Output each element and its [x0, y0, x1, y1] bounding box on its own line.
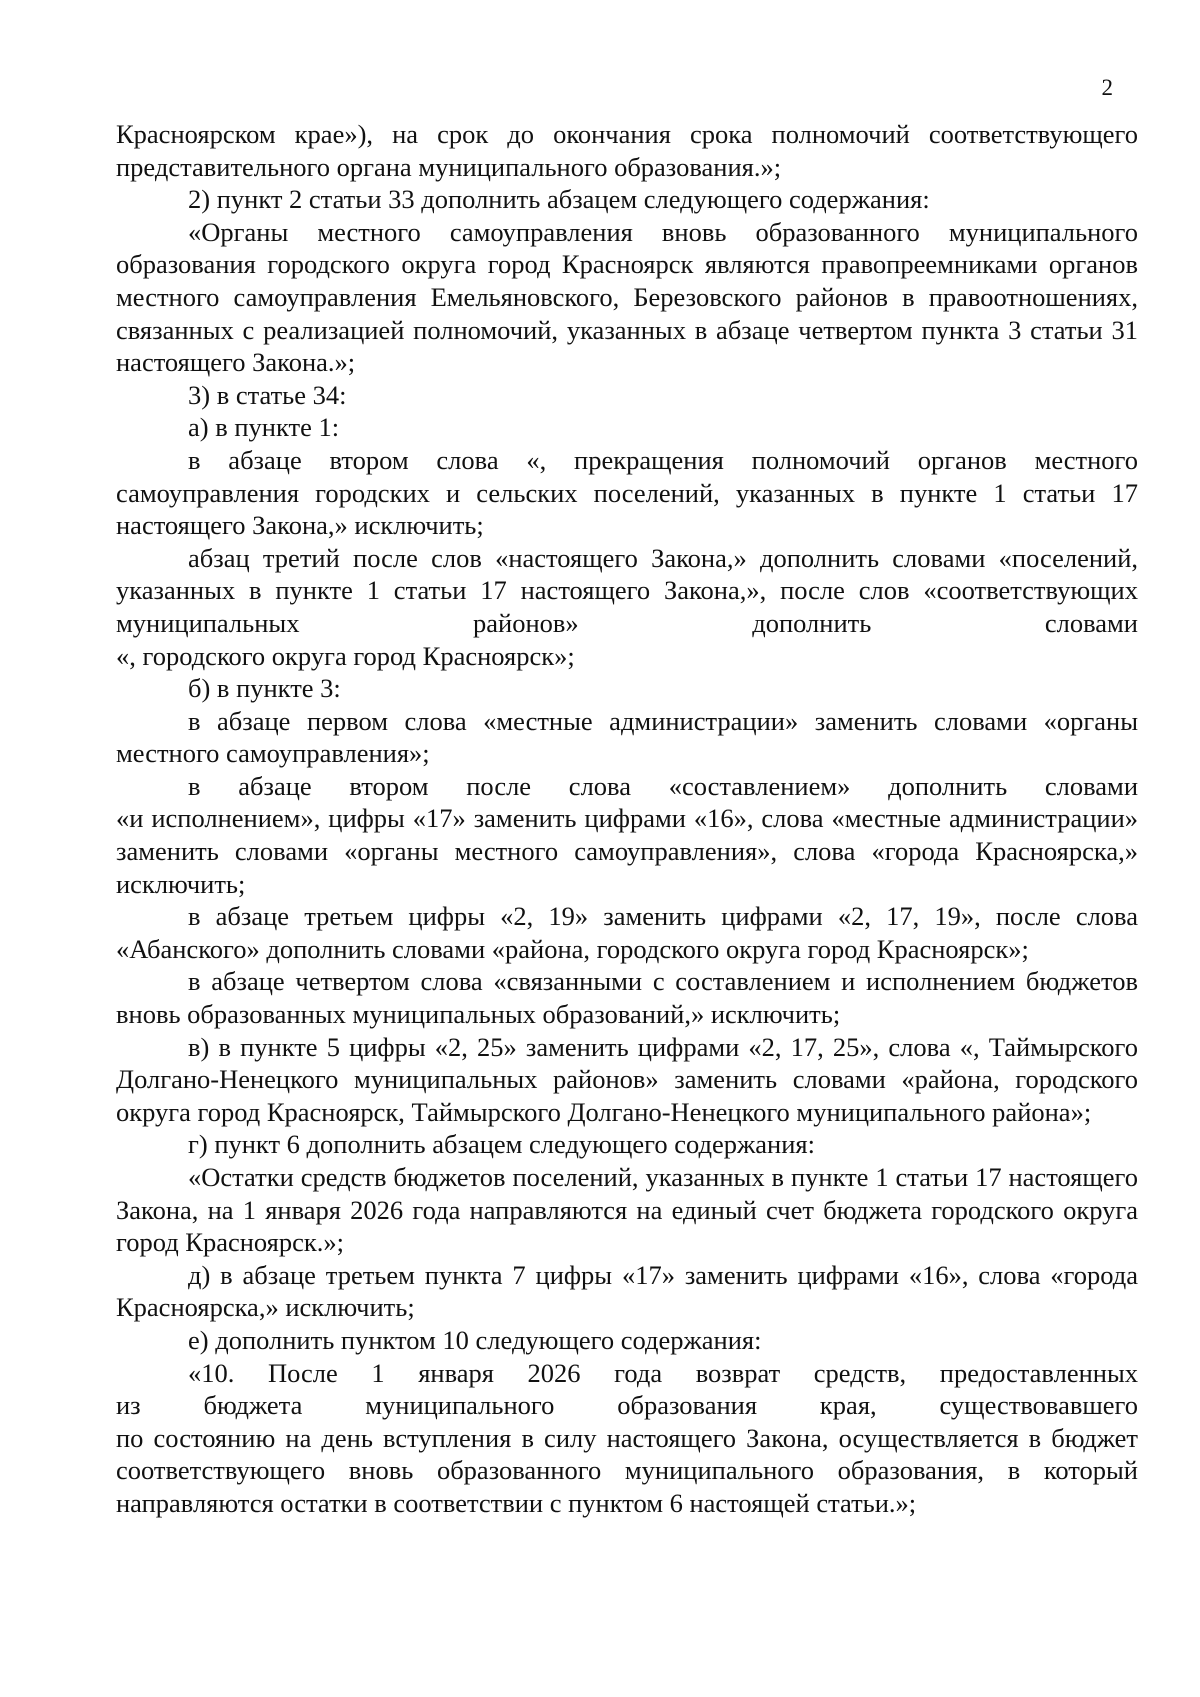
page-number: 2: [1101, 75, 1113, 100]
paragraph: а) в пункте 1:: [188, 412, 340, 443]
paragraph: е) дополнить пунктом 10 следующего содержания:: [188, 1324, 762, 1355]
paragraph: б) в пункте 3:: [188, 673, 341, 704]
paragraph: «Органы местного самоуправления вновь образованного муниципального образования городского округа город Красноярск являются правопреемниками органов местного самоуправления Емельяновского, Березовского районов в правоотношениях, связанных с реализацией полномочий, указанных в абзаце четвертом пункта 3 статьи 31 настоящего Закона.»;: [116, 216, 1138, 378]
paragraph: в абзаце втором слова «, прекращения полномочий органов местного самоуправления городских и сельских поселений, указанных в пункте 1 статьи 17 настоящего Закона,» исключить;: [116, 444, 1138, 541]
document-body: [116, 118, 1138, 1520]
paragraph: в абзаце третьем цифры «2, 19» заменить цифрами «2, 17, 19», после слова «Абанского» дополнить словами «района, городского округа город Красноярск»;: [116, 901, 1138, 964]
paragraph: в абзаце первом слова «местные администрации» заменить словами «органы местного самоуправления»;: [116, 705, 1138, 769]
paragraph: 3) в статье 34:: [188, 379, 347, 410]
paragraph: «и исполнением», цифры «17» заменить цифрами «16», слова «местные администрации» заменить словами «органы местного самоуправления», слова «города Красноярска,» исключить;: [116, 803, 1138, 899]
paragraph: «Остатки средств бюджетов поселений, указанных в пункте 1 статьи 17 настоящего Закона, на 1 января 2026 года направляются на единый счет бюджета городского округа город Красноярск.»;: [116, 1162, 1138, 1258]
paragraph: «10. После 1 января 2026 года возврат средств, предоставленных: [188, 1357, 1138, 1388]
paragraph: г) пункт 6 дополнить абзацем следующего содержания:: [188, 1129, 815, 1160]
paragraph: по состоянию на день вступления в силу настоящего Закона, осуществляется в бюджет соответствующего вновь образованного муниципального образования, в который направляются остатки в соответствии с пунктом 6 настоящей статьи.»;: [116, 1422, 1138, 1518]
paragraph: в) в пункте 5 цифры «2, 25» заменить цифрами «2, 17, 25», слова «, Таймырского Долгано-Ненецкого муниципальных районов» заменить словами «района, городского округа город Красноярск, Таймырского Долгано-Ненецкого муниципального района»;: [116, 1031, 1138, 1127]
paragraph: абзац третий после слов «настоящего Закона,» дополнить словами «поселений, указанных в пункте 1 статьи 17 настоящего Закона,», после слов «соответствующих муниципальных районов» дополнить словами: [116, 542, 1138, 638]
paragraph: из бюджета муниципального образования края, существовавшего: [116, 1390, 1138, 1421]
paragraph: д) в абзаце третьем пункта 7 цифры «17» заменить цифрами «16», слова «города Красноярска,» исключить;: [116, 1259, 1138, 1323]
paragraph: Красноярском крае»), на срок до окончания срока полномочий соответствующего представительного органа муниципального образования.»;: [116, 119, 1138, 182]
paragraph: в абзаце втором после слова «составлением» дополнить словами: [188, 770, 1138, 801]
paragraph: 2) пункт 2 статьи 33 дополнить абзацем следующего содержания:: [188, 184, 930, 215]
paragraph: в абзаце четвертом слова «связанными с составлением и исполнением бюджетов вновь образованных муниципальных образований,» исключить;: [116, 966, 1138, 1030]
paragraph: «, городского округа город Красноярск»;: [116, 640, 575, 671]
